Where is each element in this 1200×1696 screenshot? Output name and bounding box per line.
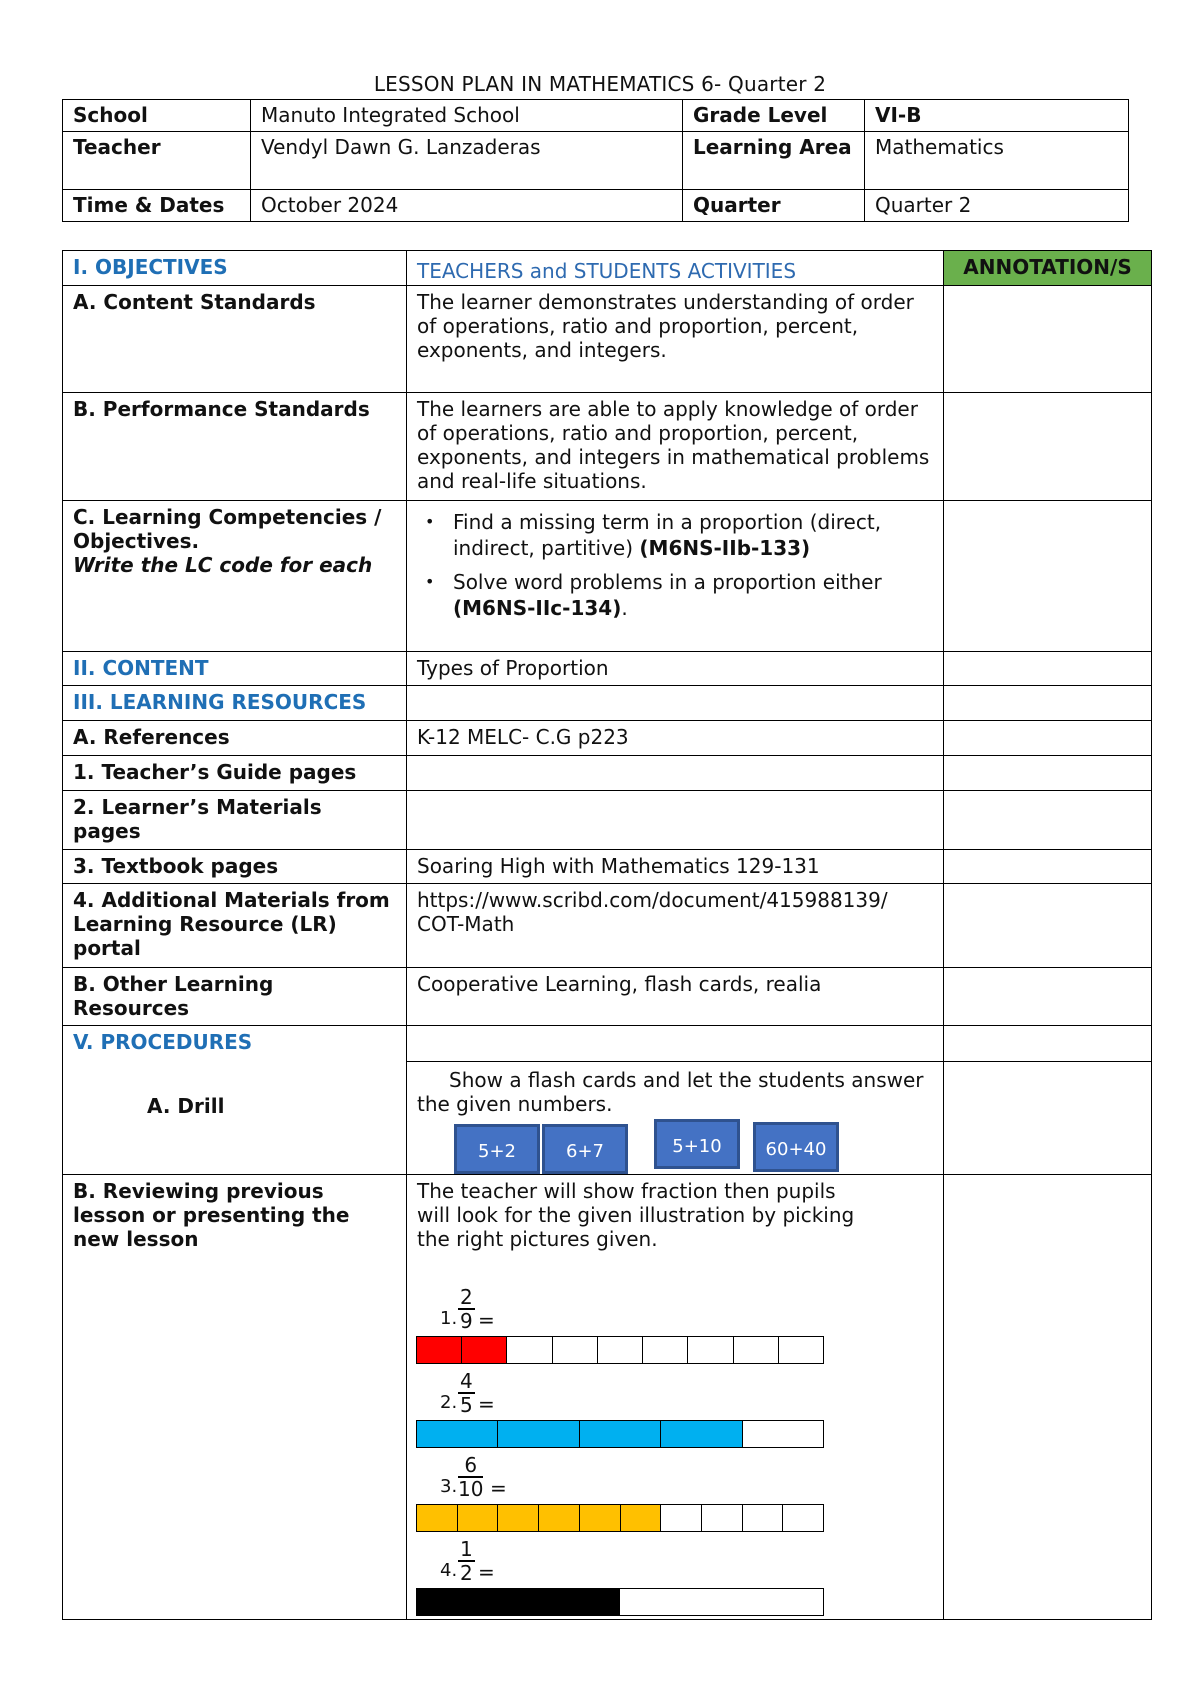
equals-sign: = [478, 1560, 495, 1584]
fraction-bar[interactable] [416, 1588, 824, 1616]
list-item [437, 509, 933, 561]
competencies-note: Write the LC code for each [73, 553, 373, 577]
review-label: B. Reviewing previous lesson or presenting the new lesson [63, 1175, 407, 1620]
school-label: School [63, 100, 251, 132]
empty-cell [407, 686, 944, 721]
fraction-bar[interactable] [416, 1504, 824, 1532]
lesson-table [62, 250, 1152, 1620]
fraction-segment [661, 1505, 702, 1531]
fraction-index: 4. [440, 1560, 458, 1581]
annotation-cell [944, 652, 1152, 686]
competencies-label-cell [63, 501, 407, 652]
fraction [458, 1370, 475, 1416]
content-value: Types of Proportion [407, 652, 944, 686]
fraction-bar[interactable] [416, 1420, 824, 1448]
activities-header: TEACHERS and STUDENTS ACTIVITIES [407, 251, 944, 286]
procedures-label: V. PROCEDURES [63, 1026, 407, 1062]
fraction-index: 1. [440, 1308, 458, 1329]
references-label: A. References [63, 721, 407, 756]
page-title: LESSON PLAN IN MATHEMATICS 6- Quarter 2 [373, 72, 827, 96]
learning-area-label: Learning Area [683, 132, 865, 190]
time-label: Time & Dates [63, 190, 251, 222]
annotation-cell [944, 1026, 1152, 1062]
performance-standards-label: B. Performance Standards [63, 393, 407, 501]
grade-value: VI-B [865, 100, 1129, 132]
fraction [458, 1286, 475, 1332]
fraction-segment [643, 1337, 688, 1363]
fraction-denominator: 9 [460, 1309, 473, 1333]
performance-standards-text: The learners are able to apply knowledge of order of operations, ratio and proportion, percent, exponents, and integers in mathematical problems and real-life situations. [407, 393, 944, 501]
fraction-segment [743, 1421, 823, 1447]
flash-card: 5+10 [654, 1119, 740, 1169]
other-resources-value: Cooperative Learning, flash cards, realia [407, 968, 944, 1026]
fraction [458, 1538, 475, 1584]
references-value: K-12 MELC- C.G p223 [407, 721, 944, 756]
annotation-cell [944, 968, 1152, 1026]
textbook-value: Soaring High with Mathematics 129-131 [407, 850, 944, 884]
fraction-numerator: 2 [460, 1285, 473, 1309]
learners-materials-label: 2. Learner’s Materials pages [63, 791, 407, 850]
fraction-segment-filled [458, 1505, 499, 1531]
fraction-segment-filled [417, 1421, 498, 1447]
other-resources-label: B. Other Learning Resources [63, 968, 407, 1026]
fraction-denominator: 10 [458, 1477, 484, 1501]
content-standards-text: The learner demonstrates understanding of order of operations, ratio and proportion, percent, exponents, and integers. [407, 286, 944, 393]
annotation-cell [944, 686, 1152, 721]
fraction-segment [507, 1337, 552, 1363]
flash-card: 5+2 [454, 1124, 540, 1174]
competency-code: (M6NS-IIc-134) [453, 596, 622, 620]
empty-cell [407, 791, 944, 850]
empty-cell [407, 756, 944, 791]
resources-label: III. LEARNING RESOURCES [63, 686, 407, 721]
annotation-cell [944, 393, 1152, 501]
fraction-segment [702, 1505, 743, 1531]
fraction-segment [783, 1505, 823, 1531]
fraction-denominator: 2 [460, 1561, 473, 1585]
equals-sign: = [478, 1308, 495, 1332]
school-value: Manuto Integrated School [251, 100, 683, 132]
header-table [62, 99, 1129, 222]
teachers-guide-label: 1. Teacher’s Guide pages [63, 756, 407, 791]
quarter-label: Quarter [683, 190, 865, 222]
content-label: II. CONTENT [63, 652, 407, 686]
annotation-cell [944, 721, 1152, 756]
learning-area-value: Mathematics [865, 132, 1129, 190]
fraction-segment-filled [661, 1421, 742, 1447]
equals-sign: = [490, 1476, 507, 1500]
competencies-label: C. Learning Competencies / Objectives. [73, 505, 382, 553]
competency-text: Find a missing term in a proportion (direct, indirect, partitive) [453, 510, 882, 560]
competency-text: Solve word problems in a proportion either [453, 570, 882, 594]
fraction-segment [598, 1337, 643, 1363]
fraction-numerator: 1 [460, 1537, 473, 1561]
fraction-numerator: 4 [460, 1369, 473, 1393]
fraction-segment [553, 1337, 598, 1363]
fraction-segment-filled [462, 1337, 507, 1363]
list-item: • Solve word problems in a proportion either (M6NS-IIc-134). [437, 569, 933, 621]
fraction-segment [734, 1337, 779, 1363]
drill-label: A. Drill [63, 1062, 407, 1175]
fraction-segment-filled [498, 1421, 579, 1447]
annotation-header: ANNOTATION/S [944, 251, 1152, 286]
additional-materials-value[interactable]: https://www.scribd.com/document/415988139/ COT-Math [407, 884, 944, 968]
fraction-denominator: 5 [460, 1393, 473, 1417]
fraction-segment-filled [580, 1421, 661, 1447]
review-text: The teacher will show fraction then pupils will look for the given illustration by picking the right pictures given. [417, 1179, 855, 1251]
time-value: October 2024 [251, 190, 683, 222]
annotation-cell [944, 884, 1152, 968]
fraction [458, 1454, 483, 1500]
fraction-segment [779, 1337, 823, 1363]
annotation-cell [944, 850, 1152, 884]
empty-cell [407, 1026, 944, 1062]
fraction-segment-filled [417, 1337, 462, 1363]
competency-list [417, 509, 933, 621]
teacher-value: Vendyl Dawn G. Lanzaderas [251, 132, 683, 190]
competency-code: (M6NS-IIb-133) [639, 536, 811, 560]
textbook-label: 3. Textbook pages [63, 850, 407, 884]
fraction-segment-filled [580, 1505, 621, 1531]
annotation-cell [944, 501, 1152, 652]
drill-text: Show a flash cards and let the students answer the given numbers. [407, 1062, 944, 1175]
quarter-value: Quarter 2 [865, 190, 1129, 222]
competencies-cell [407, 501, 944, 652]
equals-sign: = [478, 1392, 495, 1416]
flash-card: 60+40 [753, 1122, 839, 1172]
annotation-cell [944, 756, 1152, 791]
content-standards-label: A. Content Standards [63, 286, 407, 393]
fraction-segment-filled [498, 1505, 539, 1531]
annotation-cell [944, 1062, 1152, 1175]
annotation-cell [944, 1175, 1152, 1620]
teacher-label: Teacher [63, 132, 251, 190]
fraction-segment-filled [417, 1589, 620, 1615]
additional-materials-label: 4. Additional Materials from Learning Resource (LR) portal [63, 884, 407, 968]
objectives-header: I. OBJECTIVES [63, 251, 407, 286]
fraction-segment-filled [621, 1505, 662, 1531]
fraction-index: 3. [440, 1476, 458, 1497]
flash-card: 6+7 [542, 1124, 628, 1174]
annotation-cell [944, 286, 1152, 393]
fraction-bar[interactable] [416, 1336, 824, 1364]
annotation-cell [944, 791, 1152, 850]
fraction-segment-filled [539, 1505, 580, 1531]
grade-label: Grade Level [683, 100, 865, 132]
fraction-segment [620, 1589, 823, 1615]
fraction-segment [688, 1337, 733, 1363]
fraction-index: 2. [440, 1392, 458, 1413]
fraction-numerator: 6 [458, 1454, 483, 1478]
fraction-segment [743, 1505, 784, 1531]
fraction-segment-filled [417, 1505, 458, 1531]
